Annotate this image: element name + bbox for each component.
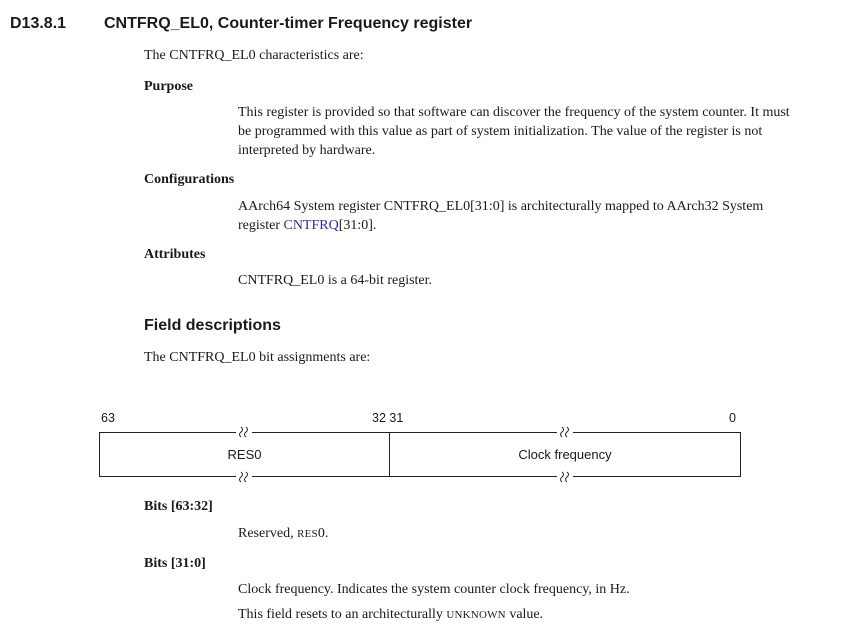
bit-label-63: 63 — [101, 411, 115, 425]
configurations-line-2-pre: register — [238, 218, 284, 233]
bits-31-0-desc-line-2 — [238, 605, 543, 626]
bit-label-32-31: 32 31 — [372, 411, 404, 425]
field-clock-frequency: Clock frequency — [518, 447, 612, 462]
configurations-line-2-post: [31:0]. — [338, 218, 377, 233]
configurations-heading: Configurations — [144, 172, 235, 187]
configurations-line-2 — [238, 216, 376, 236]
unknown-smallcaps: UNKNOWN — [446, 609, 506, 621]
bits-63-32-heading: Bits [63:32] — [144, 499, 213, 514]
purpose-line-2: be programmed with this value as part of system initialization. The value of the register is not — [238, 124, 763, 139]
attributes-heading: Attributes — [144, 247, 206, 262]
field-res0: RES0 — [227, 447, 262, 462]
bit-label-0: 0 — [729, 411, 736, 425]
break-marker-icon — [236, 426, 252, 438]
res-smallcaps: RES — [297, 528, 318, 540]
bits-31-0-line-2-post: value. — [505, 607, 544, 622]
bits-31-0-line-2-pre: This field resets to an architecturally — [238, 607, 447, 622]
break-marker-icon — [557, 426, 573, 438]
bits-31-0-heading: Bits [31:0] — [144, 556, 206, 571]
field-descriptions-intro: The CNTFRQ_EL0 bit assignments are: — [144, 350, 371, 365]
intro-text: The CNTFRQ_EL0 characteristics are: — [144, 48, 364, 63]
cntfrq-link[interactable]: CNTFRQ — [283, 218, 339, 233]
attributes-text: CNTFRQ_EL0 is a 64-bit register. — [238, 273, 433, 288]
purpose-heading: Purpose — [144, 79, 193, 94]
section-number: D13.8.1 — [10, 15, 67, 32]
bits-63-32-desc-post: 0. — [317, 526, 329, 541]
break-marker-icon — [557, 471, 573, 483]
field-descriptions-heading: Field descriptions — [144, 317, 281, 334]
purpose-line-1: This register is provided so that software can discover the frequency of the system counter. It must — [238, 105, 790, 120]
bits-63-32-desc — [238, 524, 328, 545]
bits-63-32-desc-pre: Reserved, — [238, 526, 298, 541]
section-title: CNTFRQ_EL0, Counter-timer Frequency register — [104, 15, 473, 32]
configurations-line-1: AArch64 System register CNTFRQ_EL0[31:0] is architecturally mapped to AArch32 System — [238, 199, 764, 214]
purpose-line-3: interpreted by hardware. — [238, 143, 376, 158]
break-marker-icon — [236, 471, 252, 483]
bits-31-0-desc-line-1: Clock frequency. Indicates the system counter clock frequency, in Hz. — [238, 582, 630, 597]
